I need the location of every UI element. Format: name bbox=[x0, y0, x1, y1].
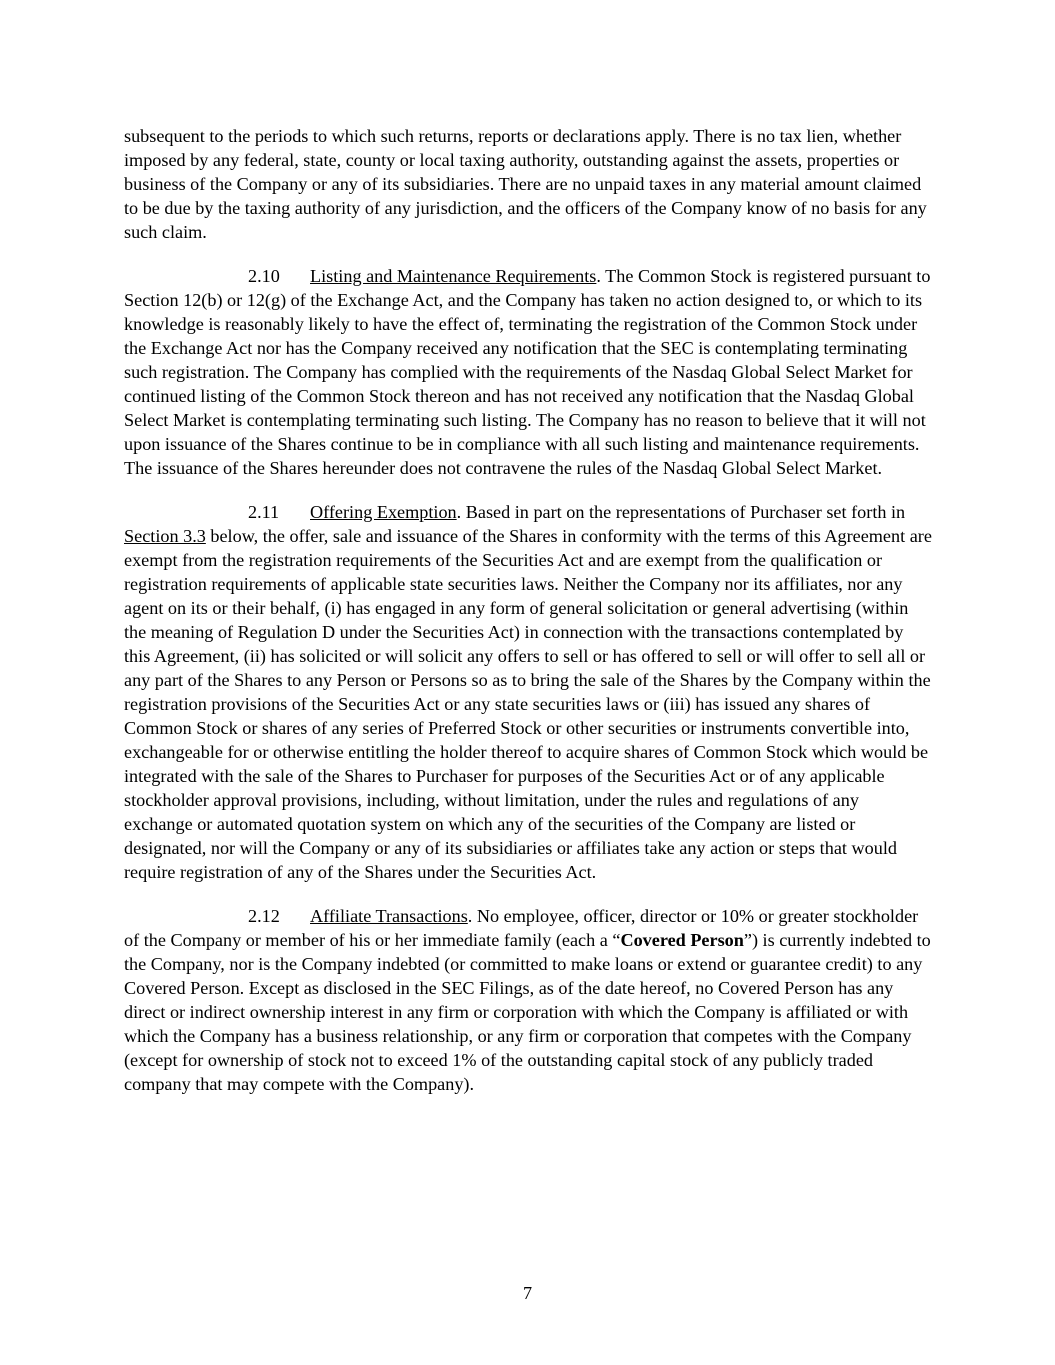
document-body bbox=[124, 124, 932, 1116]
defined-term: Covered Person bbox=[620, 930, 744, 950]
section-text: . Based in part on the representations of Purchaser set forth in bbox=[456, 502, 906, 522]
section-number: 2.12 bbox=[248, 906, 280, 926]
section-2-10 bbox=[124, 264, 932, 480]
section-text: . The Common Stock is registered pursuant to Section 12(b) or 12(g) of the Exchange Act, and the Company has taken no action designed to, or which to its knowledge is reasonably likely to have the effect of, terminating the registration of the Common Stock under the Exchange Act nor has the Company received any notification that the SEC is contemplating terminating such registration. The Company has complied with the requirements of the Nasdaq Global Select Market for continued listing of the Common Stock thereon and has not received any notification that the Nasdaq Global Select Market is contemplating terminating such listing. The Company has no reason to believe that it will not upon issuance of the Shares continue to be in compliance with all such listing and maintenance requirements. The issuance of the Shares hereunder does not contravene the rules of the Nasdaq Global Select Market. bbox=[124, 266, 931, 478]
paragraph-text: subsequent to the periods to which such returns, reports or declarations apply. There is no tax lien, whether imposed by any federal, state, county or local taxing authority, outstanding against the assets, properties or business of the Company or any of its subsidiaries. There are no unpaid taxes in any material amount claimed to be due by the taxing authority of any jurisdiction, and the officers of the Company know of no basis for any such claim. bbox=[124, 126, 927, 242]
section-heading: Affiliate Transactions bbox=[310, 906, 468, 926]
section-2-11 bbox=[124, 500, 932, 884]
paragraph-tax-continuation bbox=[124, 124, 932, 244]
section-text: . No employee, officer, director or 10% or greater stockholder of the Company or member of his or her immediate family (each a “ bbox=[124, 906, 919, 950]
section-2-12 bbox=[124, 904, 932, 1096]
section-number: 2.10 bbox=[248, 266, 280, 286]
section-text: below, the offer, sale and issuance of the Shares in conformity with the terms of this Agreement are exempt from the registration requirements of the Securities Act and are exempt from the qualification or registration requirements of applicable state securities laws. Neither the Company nor its affiliates, nor any agent on its or their behalf, (i) has engaged in any form of general solicitation or general advertising (within the meaning of Regulation D under the Securities Act) in connection with the transactions contemplated by this Agreement, (ii) has solicited or will solicit any offers to sell or has offered to sell or will offer to sell all or any part of the Shares to any Person or Persons so as to bring the sale of the Shares by the Company within the registration provisions of the Securities Act or any state securities laws or (iii) has issued any shares of Common Stock or shares of any series of Preferred Stock or other securities or instruments convertible into, exchangeable for or otherwise entitling the holder thereof to acquire shares of Common Stock which would be integrated with the sale of the Shares to Purchaser for purposes of the Securities Act or of any applicable stockholder approval provisions, including, without limitation, under the rules and regulations of any exchange or automated quotation system on which any of the securities of the Company are listed or designated, nor will the Company or any of its subsidiaries or affiliates take any action or steps that would require registration of any of the Shares under the Securities Act. bbox=[124, 526, 932, 882]
section-number: 2.11 bbox=[248, 502, 280, 522]
section-heading: Offering Exemption bbox=[310, 502, 457, 522]
page-number: 7 bbox=[522, 1283, 533, 1303]
section-text: ”) is currently indebted to the Company, nor is the Company indebted (or committed to make loans or extend or guarantee credit) to any Covered Person. Except as disclosed in the SEC Filings, as of the date hereof, no Covered Person has any direct or indirect ownership interest in any firm or corporation with which the Company is affiliated or with which the Company has a business relationship, or any firm or corporation that competes with the Company (except for ownership of stock not to exceed 1% of the outstanding capital stock of any publicly traded company that may compete with the Company). bbox=[124, 930, 931, 1094]
section-cross-reference: Section 3.3 bbox=[124, 526, 206, 546]
section-heading: Listing and Maintenance Requirements bbox=[310, 266, 597, 286]
